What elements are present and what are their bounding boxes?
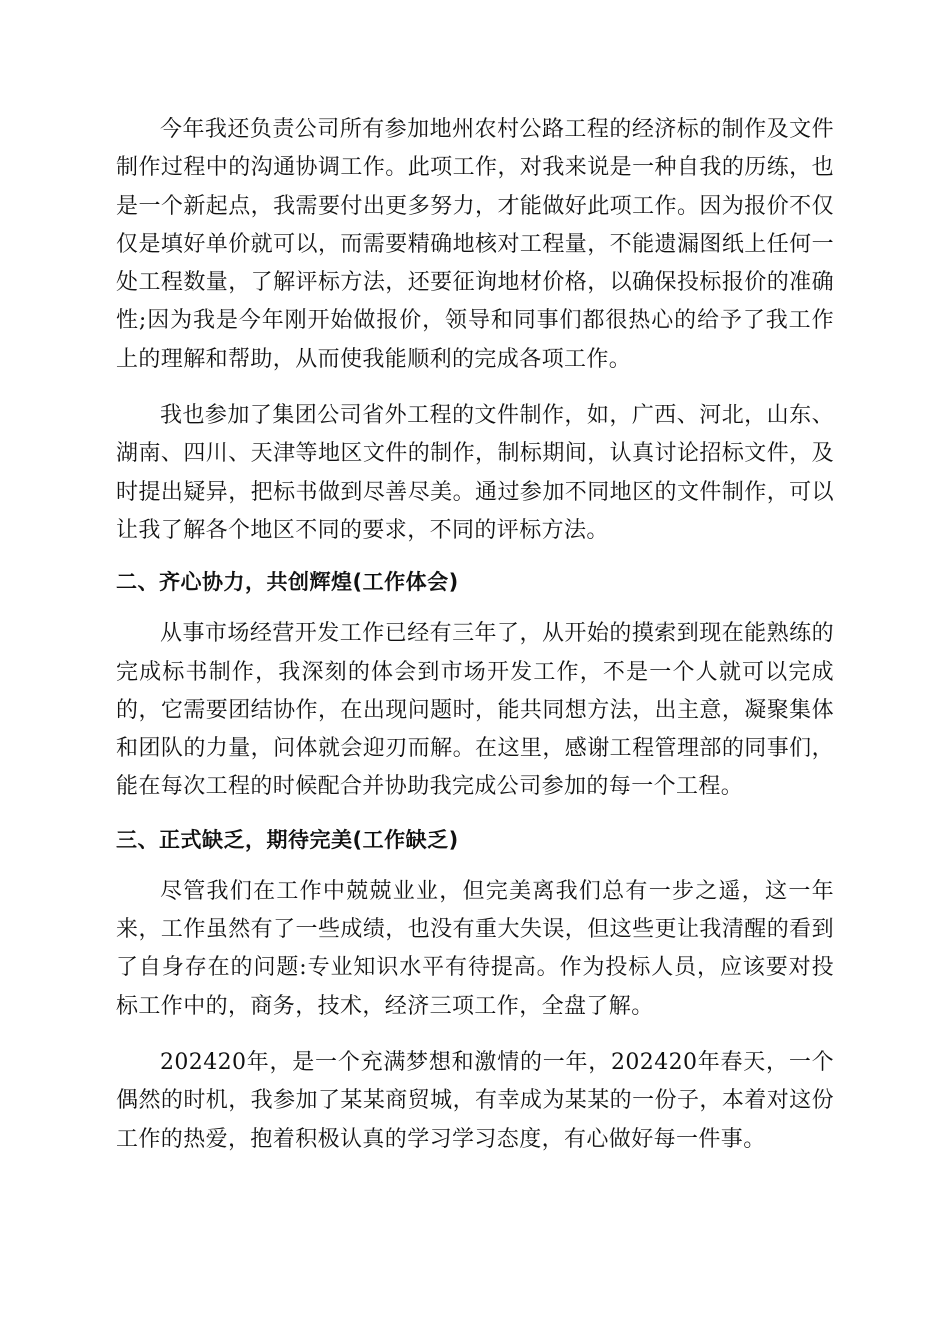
document-page (116, 111, 834, 1159)
section-heading-work-experience: 二、齐心协力，共创辉煌(工作体会) (116, 570, 459, 595)
body-paragraph-bid-preparation: 今年我还负责公司所有参加地州农村公路工程的经济标的制作及文件制作过程中的沟通协调工作。此项工作，对我来说是一种自我的历练，也是一个新起点，我需要付出更多努力，才能做好此项工作。因为报价不仅仅是填好单价就可以，而需要精确地核对工程量，不能遗漏图纸上任何一处工程数量，了解评标方法，还要征询地材价格，以确保投标报价的准确性;因为我是今年刚开始做报价，领导和同事们都很热心的给予了我工作上的理解和帮助，从而使我能顺利的完成各项工作。 (116, 117, 834, 372)
body-paragraph-shortcomings: 尽管我们在工作中兢兢业业，但完美离我们总有一步之遥，这一年来，工作虽然有了一些成绩，也没有重大失误，但这些更让我清醒的看到了自身存在的问题:专业知识水平有待提高。作为投标人员，应该要对投标工作中的，商务，技术，经济三项工作，全盘了解。 (116, 878, 834, 1019)
body-paragraph-teamwork: 从事市场经营开发工作已经有三年了，从开始的摸索到现在能熟练的完成标书制作，我深刻的体会到市场开发工作，不是一个人就可以完成的，它需要团结协作，在出现问题时，能共同想方法，出主意，凝聚集体和团队的力量，问体就会迎刃而解。在这里，感谢工程管理部的同事们，能在每次工程的时候配合并协助我完成公司参加的每一个工程。 (116, 621, 834, 800)
body-paragraph-out-of-province-work: 我也参加了集团公司省外工程的文件制作，如，广西、河北，山东、湖南、四川、天津等地区文件的制作，制标期间，认真讨论招标文件，及时提出疑异，把标书做到尽善尽美。通过参加不同地区的文件制作，可以让我了解各个地区不同的要求，不同的评标方法。 (116, 403, 834, 543)
section-heading-shortcomings: 三、正式缺乏，期待完美(工作缺乏) (116, 827, 459, 852)
body-paragraph-new-year: 202420年，是一个充满梦想和激情的一年，202420年春天，一个偶然的时机，我参加了某某商贸城，有幸成为某某的一份子，本着对这份工作的热爱，抱着积极认真的学习学习态度，有心做好每一件事。 (116, 1049, 834, 1152)
